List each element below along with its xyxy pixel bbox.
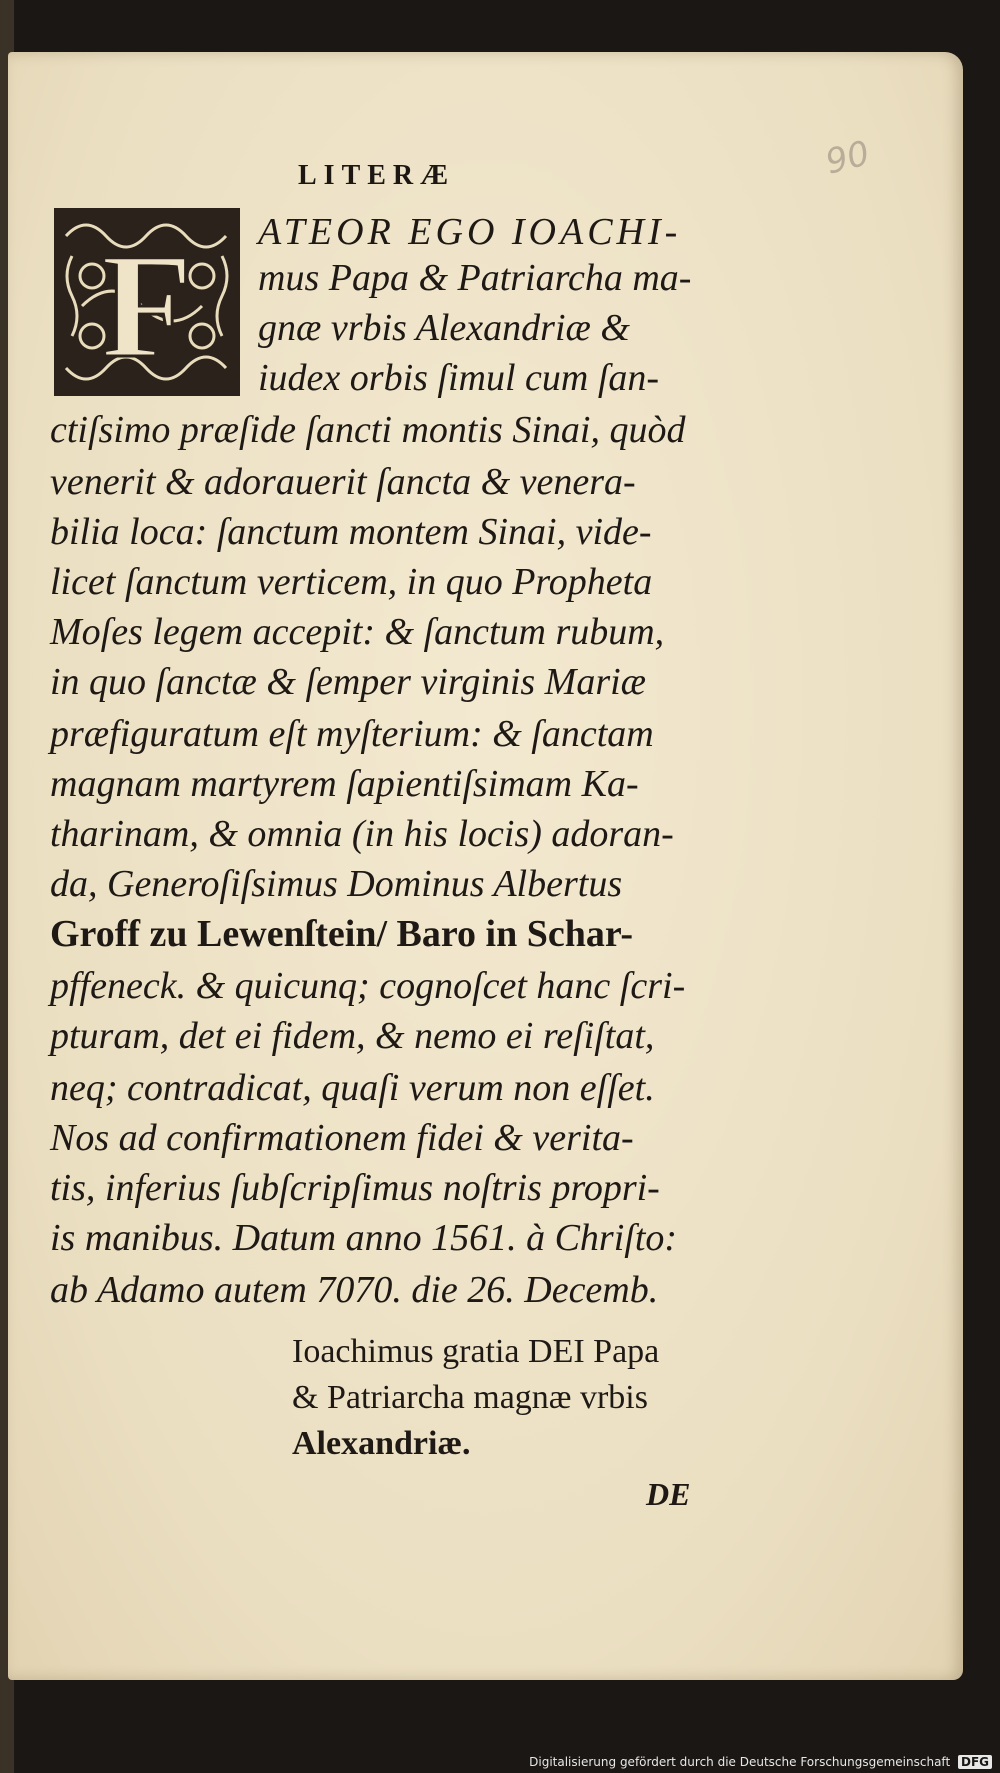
dfg-logo-badge: DFG <box>958 1755 992 1769</box>
text-line: in quo ſanctæ & ſemper virginis Mariæ <box>50 661 647 703</box>
text-line: Nos ad confirmationem fidei & verita- <box>50 1117 634 1159</box>
text-line: licet ſanctum verticem, in quo Propheta <box>50 561 653 603</box>
text-line: iudex orbis ſimul cum ſan- <box>258 357 660 399</box>
text-line: venerit & adorauerit ſancta & venera- <box>50 461 636 503</box>
text-line: da, Generoſiſsimus Dominus Albertus <box>50 863 623 905</box>
text-line: pffeneck. & quicunq; cognoſcet hanc ſcri- <box>50 965 686 1007</box>
text-line: ab Adamo autem 7070. die 26. Decemb. <box>50 1269 659 1311</box>
credit-text: Digitalisierung gefördert durch die Deutsche Forschungsgemeinschaft <box>529 1755 951 1769</box>
signature-line: & Patriarcha magnæ vrbis <box>292 1379 648 1416</box>
signature-line: Ioachimus gratia DEI Papa <box>292 1333 660 1370</box>
handwritten-folio-number: 90 <box>821 133 874 183</box>
decorated-initial <box>52 206 242 398</box>
text-line: magnam martyrem ſapientiſsimam Ka- <box>50 763 639 805</box>
text-line: ctiſsimo præſide ſancti montis Sinai, quòd <box>50 409 686 451</box>
text-line: gnæ vrbis Alexandriæ & <box>258 307 630 349</box>
text-line: pturam, det ei fidem, & nemo ei reſiſtat, <box>50 1015 655 1057</box>
text-line: mus Papa & Patriarcha ma- <box>258 257 692 299</box>
catchword: DE <box>646 1476 691 1512</box>
text-line: tis, inferius ſubſcripſimus noſtris propri- <box>50 1167 660 1209</box>
text-line: is manibus. Datum anno 1561. à Chriſto: <box>50 1217 678 1259</box>
signature-line: Alexandriæ. <box>292 1425 471 1462</box>
initial-letter: F <box>101 223 193 389</box>
digitization-credit <box>529 1755 992 1769</box>
text-line: bilia loca: ſanctum montem Sinai, vide- <box>50 511 652 553</box>
running-head: LITERÆ <box>298 160 456 191</box>
text-line: Moſes legem accepit: & ſanctum rubum, <box>50 611 665 653</box>
text-line: tharinam, & omnia (in his locis) adoran- <box>50 813 674 855</box>
text-line: neq; contradicat, quaſi verum non eſſet. <box>50 1067 655 1109</box>
text-line: præfiguratum eſt myſterium: & ſanctam <box>50 713 654 755</box>
text-line: ATEOR EGO IOACHI- <box>258 211 682 253</box>
text-line-blackletter: Groff zu Lewenſtein/ Baro in Schar- <box>50 913 633 955</box>
